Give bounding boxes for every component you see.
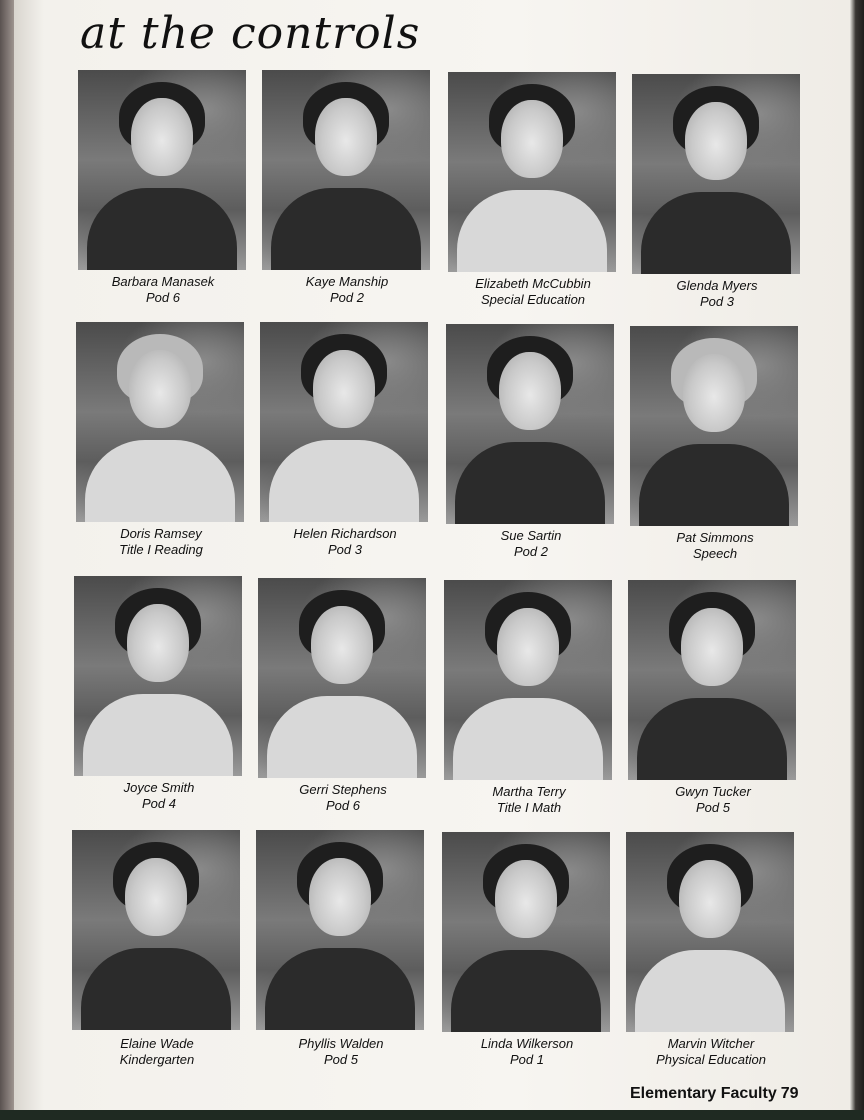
faculty-name: Sue Sartin [500, 528, 562, 543]
faculty-name: Doris Ramsey [120, 526, 202, 541]
faculty-name: Kaye Manship [305, 274, 389, 289]
page-bottom-edge [0, 1110, 864, 1120]
faculty-photo [628, 580, 796, 780]
faculty-caption [446, 528, 616, 560]
faculty-photo [72, 830, 240, 1030]
faculty-card [262, 70, 432, 306]
faculty-caption [626, 1036, 796, 1068]
faculty-caption [448, 276, 618, 308]
faculty-card [76, 322, 246, 558]
faculty-caption [632, 278, 802, 310]
faculty-photo [442, 832, 610, 1032]
page-footer [626, 1085, 799, 1103]
faculty-role: Pod 1 [510, 1052, 544, 1067]
faculty-photo [260, 322, 428, 522]
faculty-name: Gwyn Tucker [675, 784, 751, 799]
faculty-card [72, 830, 242, 1068]
faculty-card [78, 70, 248, 306]
faculty-role: Pod 6 [146, 290, 180, 305]
faculty-photo [258, 578, 426, 778]
faculty-role: Kindergarten [119, 1052, 195, 1067]
faculty-card [442, 832, 612, 1068]
faculty-name: Linda Wilkerson [480, 1036, 574, 1051]
faculty-caption [258, 782, 428, 814]
faculty-card [260, 322, 430, 558]
faculty-caption [260, 526, 430, 558]
faculty-role: Physical Education [656, 1052, 766, 1067]
faculty-name: Pat Simmons [676, 530, 754, 545]
faculty-card [630, 326, 800, 562]
faculty-name: Joyce Smith [123, 780, 195, 795]
section-label: Elementary Faculty [630, 1085, 777, 1102]
faculty-role: Pod 3 [700, 294, 734, 309]
faculty-card [444, 580, 614, 816]
faculty-role: Pod 4 [142, 796, 176, 811]
faculty-name: Elaine Wade [120, 1036, 194, 1051]
faculty-caption [630, 530, 800, 562]
faculty-caption [442, 1036, 612, 1068]
faculty-photo [256, 830, 424, 1030]
faculty-name: Barbara Manasek [111, 274, 215, 289]
faculty-caption [256, 1036, 426, 1068]
faculty-name: Glenda Myers [676, 278, 758, 293]
faculty-name: Martha Terry [492, 784, 566, 799]
page-title: at the controls [80, 8, 421, 59]
faculty-photo [74, 576, 242, 776]
faculty-photo [446, 324, 614, 524]
faculty-card [448, 72, 618, 308]
faculty-caption [76, 526, 246, 558]
faculty-role: Pod 5 [324, 1052, 358, 1067]
faculty-role: Special Education [480, 292, 586, 307]
faculty-card [628, 580, 798, 816]
faculty-caption [74, 780, 244, 812]
faculty-role: Title I Math [496, 800, 562, 815]
page-number: 79 [780, 1085, 799, 1102]
faculty-caption [78, 274, 248, 306]
faculty-card [74, 576, 244, 812]
faculty-name: Elizabeth McCubbin [475, 276, 591, 291]
faculty-photo [632, 74, 800, 274]
faculty-role: Pod 2 [330, 290, 364, 305]
faculty-caption [262, 274, 432, 306]
faculty-photo [448, 72, 616, 272]
faculty-photo [76, 322, 244, 522]
faculty-name: Phyllis Walden [298, 1036, 384, 1051]
faculty-role: Speech [692, 546, 738, 561]
faculty-photo [444, 580, 612, 780]
faculty-caption [444, 784, 614, 816]
faculty-name: Marvin Witcher [667, 1036, 755, 1051]
faculty-photo [630, 326, 798, 526]
faculty-card [446, 324, 616, 560]
page-edge [850, 0, 864, 1120]
faculty-card [626, 832, 796, 1068]
faculty-photo [78, 70, 246, 270]
faculty-card [258, 578, 428, 814]
faculty-role: Title I Reading [119, 542, 203, 557]
faculty-role: Pod 5 [696, 800, 730, 815]
faculty-role: Pod 6 [326, 798, 360, 813]
faculty-photo [626, 832, 794, 1032]
faculty-role: Pod 2 [514, 544, 548, 559]
faculty-caption [72, 1036, 242, 1068]
faculty-card [632, 74, 802, 310]
faculty-photo [262, 70, 430, 270]
faculty-caption [628, 784, 798, 816]
faculty-card [256, 830, 426, 1068]
faculty-role: Pod 3 [328, 542, 362, 557]
faculty-name: Helen Richardson [293, 526, 397, 541]
faculty-name: Gerri Stephens [299, 782, 387, 797]
